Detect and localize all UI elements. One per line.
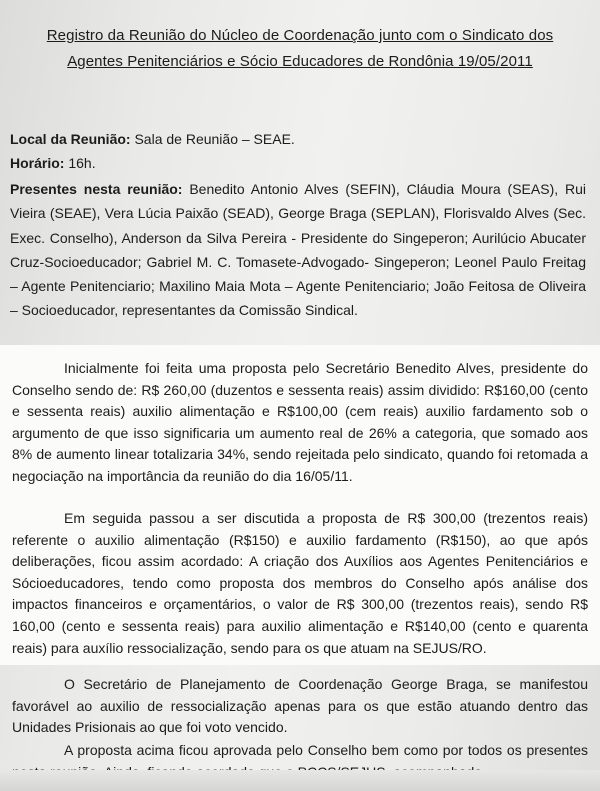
meeting-location-value: Sala de Reunião – SEAE. xyxy=(130,131,295,147)
paragraph-planning-secretary: O Secretário de Planejamento de Coordenação George Braga, se manifestou favorável ao auxilio de ressocialização apenas para os que estão atuando dentro das Unidades Prisionais ao que foi voto vencido. xyxy=(12,676,588,736)
paragraph-agreement: Em seguida passou a ser discutida a proposta de R$ 300,00 (trezentos reais) referente o auxilio alimentação (R$150) e auxilio fardamento (R$150), ao que após deliberações, ficou assim acordado: A criação dos Auxílios aos Agentes Penitenciários e Sócioeducadores, tendo como proposta dos membros do Conselho após análise dos impactos financeiros e orçamentários, o valor de R$ 300,00 (trezentos reais), sendo R$ 160,00 (cento e sessenta reais) para auxilio alimentação e R$140,00 (cento e quarenta reais) para auxílio ressocialização, sendo para os que atuam na SEJUS/RO. xyxy=(12,510,588,656)
meeting-time xyxy=(10,155,96,171)
meeting-location-label: Local da Reunião: xyxy=(10,131,131,147)
meeting-location xyxy=(10,131,295,147)
attendees-list: Benedito Antonio Alves (SEFIN), Cláudia Moura (SEAS), Rui Vieira (SEAE), Vera Lúcia Paixão (SEAD), George Braga (SEPLAN), Florisvaldo Alves (Sec. Exec. Conselho), Anderson da Silva Pereira - Presidente do Singeperon; Aurilúcio Abucater Cruz-Socioeducador; Gabriel M. C. Tomasete-Advogado- Singeperon; Leonel Paulo Freitag – Agente Penitenciario; Maxilino Maia Mota – Agente Penitenciario; João Feitosa de Oliveira – Socioeducador, representantes da Comissão Sindical. xyxy=(10,181,586,319)
attendees-paragraph xyxy=(10,177,586,323)
document-title-line-1: Registro da Reunião do Núcleo de Coordenação junto com o Sindicato dos xyxy=(46,27,554,44)
paragraph-approval: A proposta acima ficou aprovada pelo Conselho bem como por todos os presentes xyxy=(64,742,588,758)
meeting-time-label: Horário: xyxy=(10,155,65,171)
document-title-line-2: Agentes Penitenciários e Sócio Educadores de Rondônia 19/05/2011 xyxy=(67,53,533,70)
meeting-time-value: 16h. xyxy=(64,155,96,171)
attendees-label: Presentes nesta reunião: xyxy=(10,181,183,197)
page-bottom-edge xyxy=(0,770,600,791)
paragraph-initial-proposal: Inicialmente foi feita uma proposta pelo Secretário Benedito Alves, presidente do Conselho sendo de: R$ 260,00 (duzentos e sessenta reais) assim dividido: R$160,00 (cento e sessenta reais) auxilio alimentação e R$100,00 (cem reais) auxilio fardamento sob o argumento de que isso significaria um aumento real de 26% a categoria, que somado aos 8% de aumento linear totalizaria 34%, sendo rejeitada pelo sindicato, quando foi retomada a negociação na importância da reunião do dia 16/05/11. xyxy=(12,360,588,484)
